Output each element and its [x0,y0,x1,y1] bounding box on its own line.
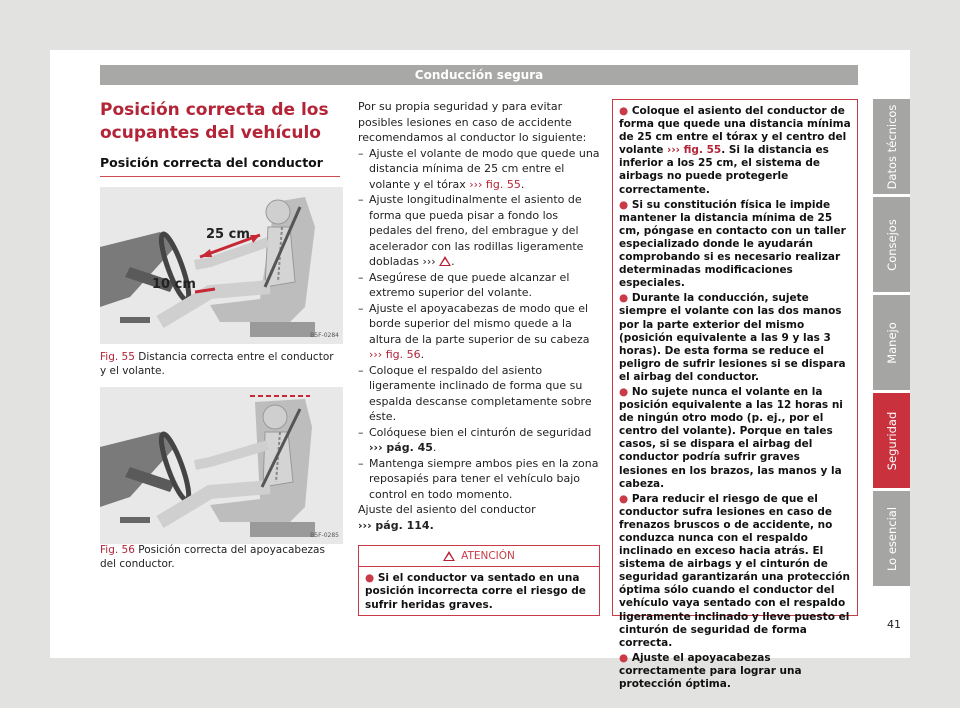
figure-56-illustration [100,387,343,544]
warning-link[interactable]: ››› [422,255,436,268]
warning-item-text: Si su constitución física le impide mantener la distancia mínima de 25 cm, póngase en contacto con un taller especializado donde le ayudarán comprobando si es necesario realizar determinadas modificaciones especiales. [619,198,846,290]
warning-item [619,386,851,491]
warning-item: ● Coloque el asiento del conductor de forma que quede una distancia mínima de 25 cm entre el tórax y el centro del volante ››› fig. 55. Si la distancia es inferior a los 25 cm, el sistema de airbags no puede protegerle correctamente. [619,105,851,196]
seat-adjust-text: Ajuste del asiento del conductor [358,503,536,516]
chapter-header: Conducción segura [100,65,858,85]
figure-ref: Fig. 56 [100,544,135,556]
side-tab-label: Datos técnicos [884,104,899,189]
list-item: – Ajuste el apoyacabezas de modo que el borde superior del mismo quede a la altura de la parte superior de su cabeza ››› fig. 56. [358,301,600,363]
warning-item [619,493,851,650]
warning-box [358,545,600,616]
side-tab-seguridad[interactable] [873,393,910,488]
figure-caption-text: Posición correcta del apoyacabezas del conductor. [100,544,325,570]
list-item: – Colóquese bien el cinturón de seguridad ››› pág. 45. [358,425,600,456]
subsection-title: Posición correcta del conductor [100,154,340,177]
figure-caption-text: Distancia correcta entre el conductor y el volante. [100,351,334,377]
seat-adjust-paragraph [358,502,600,533]
side-tab-label: Lo esencial [884,506,899,571]
warning-item-text: No sujete nunca el volante en la posición equivalente a las 12 horas ni de ningún otro modo (p. ej., por el centro del volante). Porque en tales casos, si se dispara el airbag del conductor podría sufrir graves lesiones en los brazos, las manos y la cabeza. [619,385,843,490]
list-item [358,456,600,503]
side-tab-manejo[interactable] [873,295,910,390]
warning-item [619,292,851,384]
warning-triangle-icon [443,551,455,561]
warning-item-text: Si la distancia es inferior a los 25 cm, el sistema de airbags no puede protegerle correctamente. [619,144,829,196]
warning-item-text: Para reducir el riesgo de que el conductor sufra lesiones en caso de frenazos bruscos o de accidente, no conduzca nunca con el respaldo inclinado en exceso hacia atrás. El sistema de airbags y el cinturón de seguridad garantizarán una protección óptima sólo cuando el conductor del vehículo vaya sentado con el respaldo ligeramente inclinado y lleve puesto el cinturón de seguridad de forma correcta. [619,492,850,649]
bullet-icon: ● [365,572,375,584]
bullet-icon: ● [619,651,632,664]
figure-code: B5F-0285 [310,532,339,539]
driver-steering-distance-drawing [100,187,343,344]
warning-triangle-icon [439,256,451,266]
page-number: 41 [887,618,901,631]
recommendation-list [358,146,600,503]
warning-item-text: Ajuste el apoyacabezas correctamente para lograr una protección óptima. [619,651,802,691]
figure-link[interactable]: ››› fig. 55 [469,177,521,191]
figure-link[interactable]: ››› fig. 56 [369,348,421,361]
list-item [358,270,600,301]
bullet-icon: ● [619,105,632,117]
warning-text: Si el conductor va sentado en una posición incorrecta corre el riesgo de sufrir heridas graves. [365,572,586,611]
bullet-icon: ● [619,292,632,305]
warning-header [359,546,599,567]
side-tab-label: Consejos [884,218,899,271]
figure-link[interactable]: ››› fig. 55 [667,144,722,157]
label-10cm: 10 cm [152,277,196,292]
body-column [358,99,600,533]
side-tab-label: Manejo [884,321,899,364]
bullet-icon: ● [619,385,632,398]
warning-label: ATENCIÓN [461,550,515,562]
figure-ref: Fig. 55 [100,351,135,363]
bullet-icon: ● [619,492,632,505]
warning-item-text: Coloque el asiento del conductor de forma que quede una distancia mínima de 25 cm entre el tórax y el centro del volante [619,105,851,157]
page-link[interactable]: ››› pág. 45 [369,441,433,454]
warning-list-box [612,99,858,691]
list-item-text: Ajuste longitudinalmente el asiento de forma que pueda pisar a fondo los pedales del freno, del embrague y del acelerador con las rodillas ligeramente dobladas [369,193,584,268]
list-item [358,363,600,425]
figure-55-illustration [100,187,343,344]
side-tab-lo-esencial[interactable] [873,491,910,586]
bullet-icon: ● [619,198,632,211]
driver-headrest-drawing [100,387,343,544]
figure-code: B5F-0284 [310,332,339,339]
side-tab-label: Seguridad [884,411,899,470]
warning-item [619,652,851,691]
label-25cm: 25 cm [206,227,250,242]
side-tab-consejos[interactable] [873,197,910,292]
intro-paragraph: Por su propia seguridad y para evitar posibles lesiones en caso de accidente recomendamos al conductor lo siguiente: [358,100,587,144]
figure-55-caption [100,350,343,378]
list-item: – Ajuste longitudinalmente el asiento de forma que pueda pisar a fondo los pedales del freno, del embrague y del acelerador con las rodillas ligeramente dobladas ››› . [358,192,600,270]
section-title: Posición correcta de los ocupantes del vehículo [100,100,329,143]
list-item-text: Coloque el respaldo del asiento ligeramente inclinado de forma que su espalda descanse completamente sobre éste. [369,363,592,423]
page-link[interactable]: ››› pág. 114. [358,518,434,532]
list-item-text: Mantenga siempre ambos pies en la zona reposapiés para tener el vehículo bajo control en todo momento. [369,456,599,501]
warning-body [359,567,599,617]
list-item-text: Ajuste el apoyacabezas de modo que el borde superior del mismo quede a la altura de la parte superior de su cabeza [369,301,590,346]
list-item-text: Colóquese bien el cinturón de seguridad [369,425,592,439]
figure-56-caption [100,543,343,571]
list-item: – Ajuste el volante de modo que quede una distancia mínima de 25 cm entre el volante y el tórax ››› fig. 55. [358,146,600,193]
warning-item [619,199,851,291]
side-tab-datos-tecnicos[interactable] [873,99,910,194]
warning-item-text: Durante la conducción, sujete siempre el volante con las dos manos por la parte exterior del mismo (posición equivalente a las 9 y las 3 horas). De esta forma se reduce el peligro de sufrir lesiones si se dispara el airbag del conductor. [619,292,846,383]
list-item-text: Asegúrese de que puede alcanzar el extremo superior del volante. [369,270,570,299]
list-item-text: Ajuste el volante de modo que quede una distancia mínima de 25 cm entre el volante y el tórax [369,146,600,191]
